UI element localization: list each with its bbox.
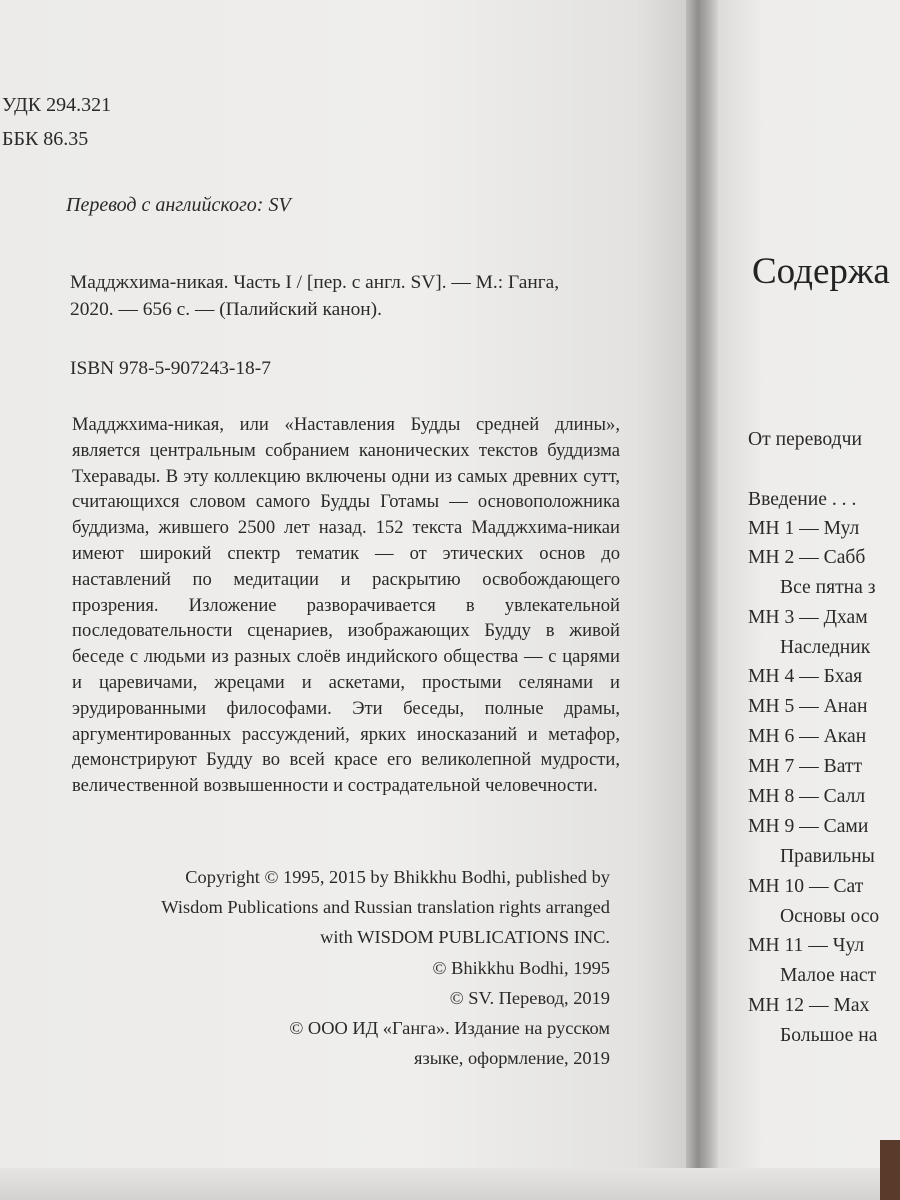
toc-entry: Малое наст — [780, 965, 877, 986]
toc-entry: МН 11 — Чул — [748, 935, 865, 956]
copyright-line: with WISDOM PUBLICATIONS INC. — [320, 927, 610, 948]
toc-entry: Правильны — [780, 846, 875, 867]
toc-entry: МН 10 — Сат — [748, 876, 864, 897]
toc-entry: МН 4 — Бхая — [748, 666, 863, 687]
toc-entry: МН 1 — Мул — [748, 518, 860, 539]
copyright-line: © SV. Перевод, 2019 — [449, 987, 610, 1008]
book-gutter — [686, 0, 720, 1200]
bbk-code: ББК 86.35 — [2, 128, 89, 150]
toc-entry: Большое на — [780, 1025, 878, 1046]
copyright-line: © Bhikkhu Bodhi, 1995 — [432, 957, 610, 978]
toc-entry: МН 7 — Ватт — [748, 756, 863, 777]
contents-title: Содержа — [752, 251, 890, 292]
toc-entry: МН 2 — Сабб — [748, 547, 866, 568]
bibliographic-line-1: Мадджхима-никая. Часть I / [пер. с англ. SV]. — М.: Ганга, — [70, 272, 560, 293]
toc-entry: МН 8 — Салл — [748, 786, 866, 807]
copyright-line: языке, оформление, 2019 — [414, 1048, 610, 1069]
toc-entry: МН 6 — Акан — [748, 726, 867, 747]
copyright-line: © ООО ИД «Ганга». Издание на русском — [289, 1018, 610, 1039]
toc-entry: Введение . . . — [748, 489, 857, 510]
toc-entry: Все пятна з — [780, 577, 876, 598]
toc-entry: МН 12 — Мах — [748, 995, 870, 1016]
copyright-line: Copyright © 1995, 2015 by Bhikkhu Bodhi, published by — [185, 867, 610, 887]
toc-entry: Наследник — [780, 637, 871, 658]
translator-line: Перевод с английского: SV — [66, 194, 291, 216]
annotation-paragraph: Мадджхима-никая, или «Наставления Будды средней длины», является центральным собранием канонических текстов буддизма Тхеравады. В эту коллекцию включены одни из самых древних сутт, считающихся словом самого Будды Готамы — основоположника буддизма, жившего 2500 лет назад. 152 текста Мадджхима-никаи имеют широкий спектр тематик — от этических основ до наставлений по медитации и раскрытию освобождающего прозрения. Изложение разворачивается в увлекательной последовательности сценариев, изображающих Будду в живой беседе с людьми из разных слоёв индийского общества — с царями и царевичами, жрецами и аскетами, простыми селянами и эрудированными философами. Эти беседы, полные драмы, аргументированных рассуждений, ярких иносказаний и метафор, демонстрируют Будду во всей красе его великолепной мудрости, величественной возвышенности и сострадательной человечности. — [72, 414, 620, 797]
toc-entry: МН 9 — Сами — [748, 816, 869, 837]
toc-entry: МН 5 — Анан — [748, 696, 868, 717]
toc-entry: МН 3 — Дхам — [748, 607, 868, 628]
bibliographic-line-2: 2020. — 656 с. — (Палийский канон). — [70, 299, 382, 320]
toc-entry: Основы осо — [780, 906, 880, 927]
isbn: ISBN 978-5-907243-18-7 — [70, 358, 271, 379]
toc-entry: От переводчи — [748, 429, 862, 450]
right-page-content — [718, 0, 900, 1200]
copyright-line: Wisdom Publications and Russian translation rights arranged — [161, 897, 610, 918]
copyright-block — [120, 862, 610, 1073]
udk-code: УДК 294.321 — [2, 94, 112, 116]
